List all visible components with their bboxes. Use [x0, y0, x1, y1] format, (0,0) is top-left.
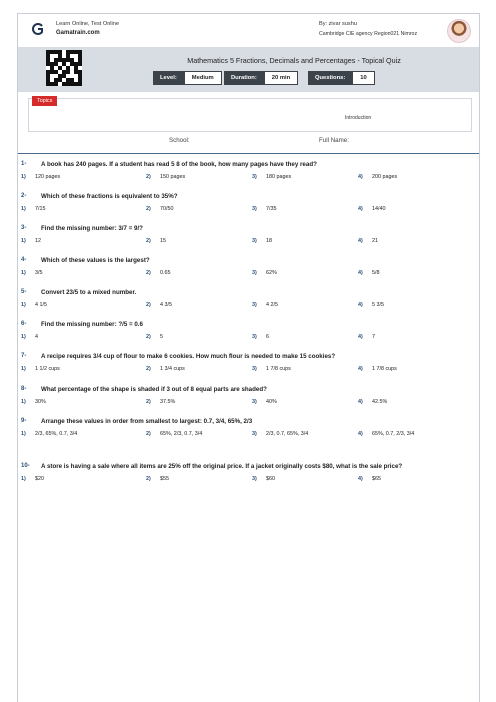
answer-option[interactable] [252, 431, 308, 437]
answer-option[interactable] [21, 174, 60, 180]
quiz-sheet [17, 13, 480, 702]
question-text: A book has 240 pages. If a student has read 5 8 of the book, how many pages have they read? [41, 161, 317, 168]
option-text: 4 [35, 334, 38, 340]
level-badge [153, 71, 222, 85]
option-number: 1) [21, 206, 26, 212]
option-text: 4 1/5 [35, 302, 47, 308]
option-number: 1) [21, 302, 26, 308]
page-header [18, 14, 479, 44]
option-text: 40% [266, 399, 277, 405]
option-number: 4) [358, 431, 363, 437]
option-text: $55 [160, 476, 169, 482]
option-number: 1) [21, 270, 26, 276]
option-number: 3) [252, 302, 257, 308]
qr-code-icon [46, 50, 82, 86]
answer-option[interactable] [358, 399, 387, 405]
answer-option[interactable] [21, 334, 38, 340]
option-number: 3) [252, 174, 257, 180]
option-text: 4 2/5 [266, 302, 278, 308]
answer-option[interactable] [358, 206, 386, 212]
author-agency: Cambridge CIE agency Region021 Nimroz [319, 31, 418, 37]
option-text: $20 [35, 476, 44, 482]
author-name: By: zivar sushu [319, 21, 357, 27]
answer-option[interactable] [146, 399, 175, 405]
option-text: 62% [266, 270, 277, 276]
answer-option[interactable] [21, 431, 77, 437]
option-number: 2) [146, 174, 151, 180]
option-number: 2) [146, 399, 151, 405]
option-text: 120 pages [35, 174, 61, 180]
answer-option[interactable] [146, 206, 174, 212]
answer-option[interactable] [21, 366, 60, 372]
answer-option[interactable] [252, 399, 277, 405]
question-text: Find the missing number: ?/5 = 0.6 [41, 321, 143, 328]
question-number: 4- [21, 257, 27, 263]
question-number: 10- [21, 463, 30, 469]
answer-option[interactable] [21, 206, 46, 212]
duration-badge [224, 71, 298, 85]
option-number: 4) [358, 476, 363, 482]
question-text: A recipe requires 3/4 cup of flour to make 6 cookies. How much flour is needed to make 15 cookies? [41, 353, 336, 360]
answer-option[interactable] [21, 302, 47, 308]
quiz-title-band [18, 47, 479, 92]
option-text: 180 pages [266, 174, 292, 180]
option-number: 3) [252, 334, 257, 340]
answer-option[interactable] [146, 238, 166, 244]
answer-option[interactable] [252, 334, 269, 340]
answer-option[interactable] [252, 476, 275, 482]
option-text: 7/15 [35, 206, 46, 212]
answer-option[interactable] [358, 366, 397, 372]
answer-option[interactable] [21, 476, 44, 482]
option-number: 4) [358, 302, 363, 308]
option-number: 3) [252, 206, 257, 212]
option-text: 6 [266, 334, 269, 340]
option-number: 2) [146, 238, 151, 244]
option-text: 37.5% [160, 399, 176, 405]
option-text: 1 1/2 cups [35, 366, 60, 372]
option-text: 7 [372, 334, 375, 340]
option-number: 2) [146, 206, 151, 212]
question-text: Find the missing number: 3/7 = 9/? [41, 225, 143, 232]
option-text: 3/5 [35, 270, 43, 276]
option-text: 0.65 [160, 270, 171, 276]
option-text: 30% [35, 399, 46, 405]
answer-option[interactable] [358, 302, 384, 308]
duration-label: Duration: [224, 71, 264, 85]
option-number: 1) [21, 334, 26, 340]
option-text: 2/3, 0.7, 65%, 3/4 [266, 431, 309, 437]
option-number: 1) [21, 399, 26, 405]
option-text: 1 3/4 cups [160, 366, 185, 372]
answer-option[interactable] [146, 270, 171, 276]
option-text: 150 pages [160, 174, 186, 180]
option-text: 5 3/5 [372, 302, 384, 308]
option-number: 4) [358, 334, 363, 340]
option-number: 4) [358, 238, 363, 244]
answer-option[interactable] [146, 366, 185, 372]
option-text: 4 3/5 [160, 302, 172, 308]
option-text: 65%, 2/3, 0.7, 3/4 [160, 431, 203, 437]
option-text: 14/40 [372, 206, 386, 212]
option-number: 1) [21, 174, 26, 180]
answer-option[interactable] [252, 206, 277, 212]
answer-option[interactable] [146, 431, 202, 437]
option-number: 3) [252, 366, 257, 372]
question-text: What percentage of the shape is shaded if 3 out of 8 equal parts are shaded? [41, 386, 267, 393]
option-number: 4) [358, 206, 363, 212]
option-text: 70/50 [160, 206, 174, 212]
question-text: Which of these fractions is equivalent to 35%? [41, 193, 178, 200]
question-text: Arrange these values in order from smallest to largest: 0.7, 3/4, 65%, 2/3 [41, 418, 253, 425]
level-value: Medium [184, 71, 222, 85]
option-number: 2) [146, 431, 151, 437]
question-number: 5- [21, 289, 27, 295]
questions-label: Questions: [308, 71, 352, 85]
questions-badge [308, 71, 375, 85]
option-text: 2/3, 65%, 0.7, 3/4 [35, 431, 78, 437]
answer-option[interactable] [146, 302, 172, 308]
answer-option[interactable] [358, 431, 414, 437]
option-text: 18 [266, 238, 272, 244]
option-number: 1) [21, 238, 26, 244]
question-text: A store is having a sale where all items are 25% off the original price. If a jacket originally costs $80, what is the sale price? [41, 463, 403, 470]
option-text: 15 [160, 238, 166, 244]
option-text: 65%, 0.7, 2/3, 3/4 [372, 431, 415, 437]
option-text: 200 pages [372, 174, 398, 180]
answer-option[interactable] [146, 334, 163, 340]
brand-site-link[interactable]: Gamatrain.com [56, 30, 100, 36]
answer-option[interactable] [358, 174, 397, 180]
option-text: 12 [35, 238, 41, 244]
option-number: 3) [252, 238, 257, 244]
answer-option[interactable] [146, 476, 169, 482]
questions-value: 10 [352, 71, 374, 85]
option-number: 1) [21, 476, 26, 482]
answer-option[interactable] [252, 302, 278, 308]
option-number: 2) [146, 476, 151, 482]
option-number: 2) [146, 366, 151, 372]
option-text: 21 [372, 238, 378, 244]
option-number: 3) [252, 476, 257, 482]
gamatrain-logo-icon [30, 23, 44, 35]
option-number: 4) [358, 174, 363, 180]
answer-option[interactable] [358, 476, 381, 482]
duration-value: 20 min [264, 71, 298, 85]
school-field-label: School: [169, 137, 190, 144]
answer-option[interactable] [252, 174, 291, 180]
answer-option[interactable] [252, 366, 291, 372]
author-avatar [447, 19, 471, 43]
question-number: 6- [21, 321, 27, 327]
option-text: 1 7/8 cups [266, 366, 291, 372]
question-text: Convert 23/5 to a mixed number. [41, 289, 137, 296]
option-number: 4) [358, 366, 363, 372]
option-number: 1) [21, 366, 26, 372]
quiz-title: Mathematics 5 Fractions, Decimals and Percentages - Topical Quiz [187, 56, 401, 65]
answer-option[interactable] [21, 238, 41, 244]
option-text: 7/35 [266, 206, 277, 212]
option-number: 2) [146, 270, 151, 276]
answer-option[interactable] [146, 174, 185, 180]
answer-option[interactable] [358, 238, 378, 244]
option-number: 2) [146, 302, 151, 308]
question-number: 8- [21, 386, 27, 392]
question-number: 9- [21, 418, 27, 424]
option-number: 3) [252, 399, 257, 405]
option-number: 4) [358, 399, 363, 405]
answer-option[interactable] [252, 238, 272, 244]
option-text: 5/8 [372, 270, 380, 276]
topics-tag: Topics [32, 96, 57, 106]
question-number: 2- [21, 193, 27, 199]
question-number: 7- [21, 353, 27, 359]
full-name-field-label: Full Name: [319, 137, 349, 144]
option-text: $60 [266, 476, 275, 482]
option-number: 3) [252, 270, 257, 276]
answer-option[interactable] [358, 334, 375, 340]
option-number: 3) [252, 431, 257, 437]
header-divider [18, 153, 479, 154]
option-text: 1 7/8 cups [372, 366, 397, 372]
level-label: Level: [153, 71, 184, 85]
question-number: 1- [21, 161, 27, 167]
option-text: 5 [160, 334, 163, 340]
topics-box [28, 98, 472, 132]
option-number: 4) [358, 270, 363, 276]
option-text: 42.5% [372, 399, 388, 405]
answer-option[interactable] [252, 270, 277, 276]
option-number: 1) [21, 431, 26, 437]
answer-option[interactable] [21, 270, 43, 276]
question-number: 3- [21, 225, 27, 231]
answer-option[interactable] [358, 270, 380, 276]
option-number: 2) [146, 334, 151, 340]
brand-tagline: Learn Online, Test Online [56, 21, 120, 27]
option-text: $65 [372, 476, 381, 482]
question-text: Which of these values is the largest? [41, 257, 150, 264]
topic-item: Introduction [345, 115, 372, 121]
answer-option[interactable] [21, 399, 46, 405]
